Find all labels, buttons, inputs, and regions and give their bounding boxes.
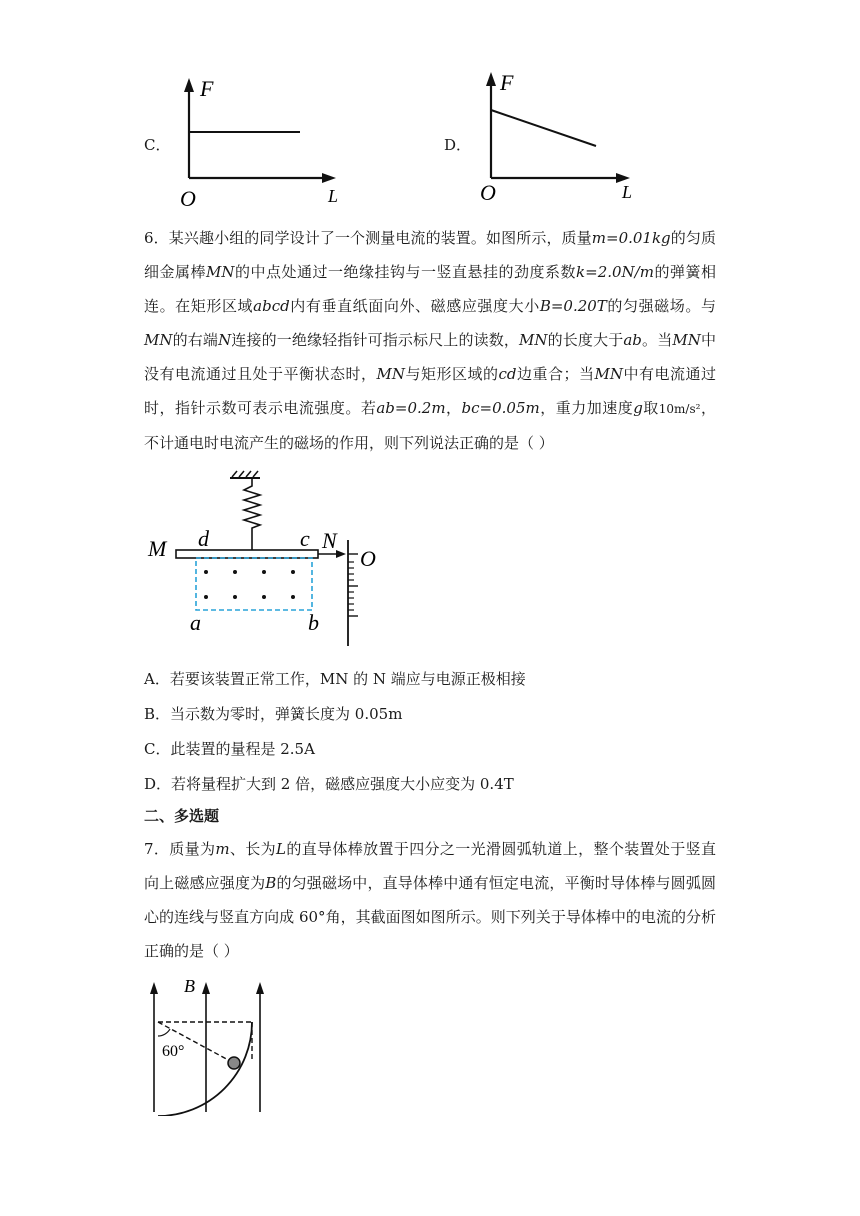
- graph-c-origin-label: O: [180, 186, 196, 211]
- option-d-label: D．: [444, 136, 472, 154]
- fig7-label-B: B: [184, 976, 195, 996]
- graph-c-x-label: L: [328, 186, 339, 206]
- fig6-label-N: N: [322, 528, 337, 553]
- graph-c: [170, 72, 340, 212]
- graph-d: [472, 66, 642, 208]
- fig6-label-c: c: [300, 526, 310, 551]
- fig6-label-M: M: [148, 536, 167, 561]
- fig6-label-b: b: [308, 610, 319, 635]
- graph-c-y-label: F: [200, 76, 214, 101]
- fig7-angle-label: 60°: [162, 1043, 185, 1060]
- graph-d-y-label: F: [500, 70, 514, 95]
- option-c-label: C．: [144, 136, 171, 154]
- graph-d-origin-label: O: [480, 180, 496, 205]
- q6-option-c: C．此装置的量程是 2.5A: [144, 740, 315, 758]
- fig6-label-a: a: [190, 610, 201, 635]
- graph-d-x-label: L: [622, 182, 633, 202]
- question-7-text: 7．质量为m、长为L的直导体棒放置于四分之一光滑圆弧轨道上，整个装置处于竖直向上磁感应强度为B的匀强磁场中，直导体棒中通有恒定电流，平衡时导体棒与圆弧圆心的连线与竖直方向成 60°角，其截面图如图所示。则下列关于导体棒中的电流的分析正确的是（ ）: [144, 840, 716, 960]
- question-6-figure: [146, 468, 386, 650]
- question-6-text: 6．某兴趣小组的同学设计了一个测量电流的装置。如图所示，质量m=0.01kg的匀质细金属棒MN的中点处通过一绝缘挂钩与一竖直悬挂的劲度系数k=2.0N/m的弹簧相连。在矩形区域abcd内有垂直纸面向外、磁感应强度大小B=0.20T的匀强磁场。与MN的右端N连接的一绝缘轻指针可指示标尺上的读数，MN的长度大于ab。当MN中没有电流通过且处于平衡状态时，MN与矩形区域的cd边重合；当MN中有电流通过时，指针示数可表示电流强度。若ab=0.2m，bc=0.05m，重力加速度g取10m/s²，不计通电时电流产生的磁场的作用，则下列说法正确的是（ ）: [144, 229, 716, 452]
- fig6-label-d: d: [198, 526, 209, 551]
- fig6-label-O: O: [360, 546, 376, 571]
- q6-option-a: A．若要该装置正常工作，MN 的 N 端应与电源正极相接: [144, 670, 526, 688]
- q6-option-b: B．当示数为零时，弹簧长度为 0.05m: [144, 705, 403, 723]
- section-multiple-choice-title: 二、多选题: [144, 807, 220, 825]
- q6-option-d: D．若将量程扩大到 2 倍，磁感应强度大小应变为 0.4T: [144, 775, 514, 793]
- question-7-figure: [146, 974, 276, 1116]
